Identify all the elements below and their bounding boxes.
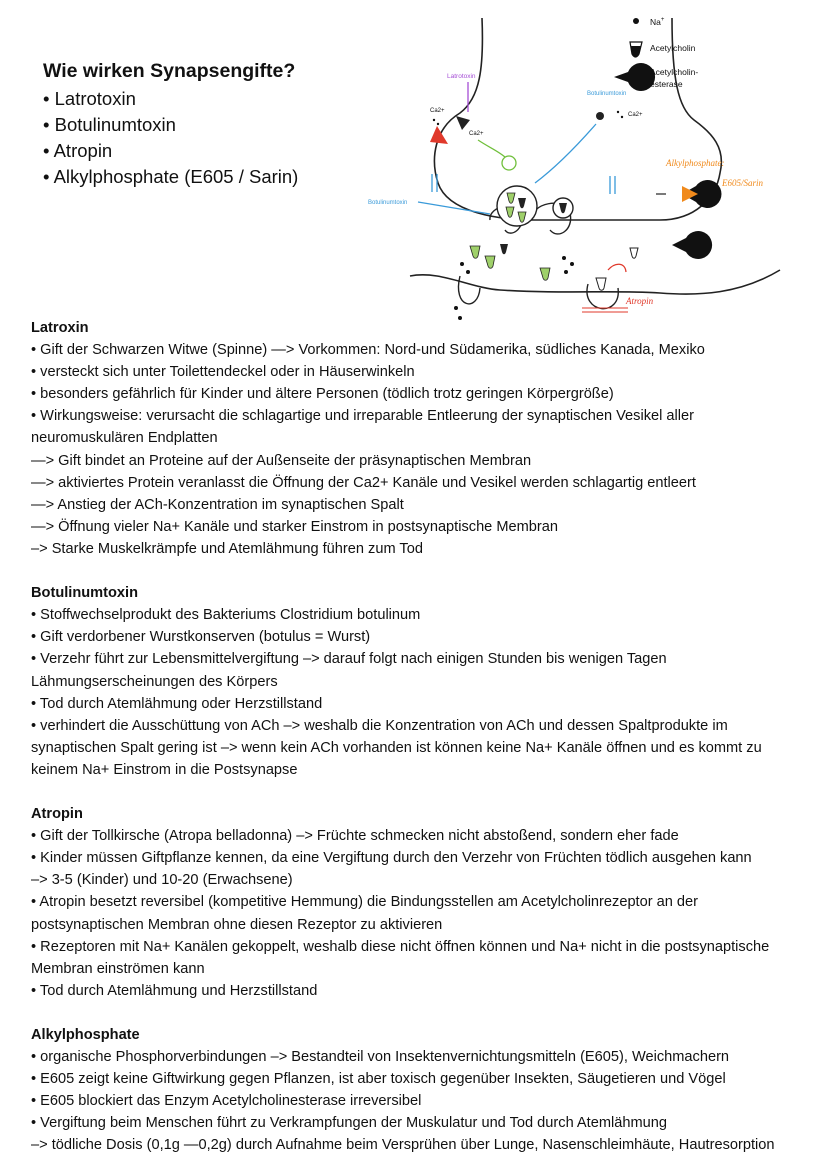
text-line: • Verzehr führt zur Lebensmittelvergiftung –> darauf folgt nach einigen Stunden bis wenigen Tagen [31, 651, 667, 668]
intro-item-botulinumtoxin: • Botulinumtoxin [43, 114, 176, 135]
text-line: Membran einströmen kann [31, 960, 205, 977]
text-line: —> aktiviertes Protein veranlasst die Öffnung der Ca2+ Kanäle und Vesikel werden schlagartig entleert [31, 474, 696, 491]
text-line: • verhindert die Ausschüttung von ACh –> weshalb die Konzentration von ACh und dessen Spaltprodukte im [31, 717, 728, 734]
text-line: keinem Na+ Einstrom in die Postsynapse [31, 761, 298, 778]
ca-channel-red-icon [430, 126, 448, 144]
ach-released [540, 268, 550, 280]
ca-label-left: Ca2+ [430, 108, 445, 114]
postsynaptic-membrane [410, 270, 780, 294]
text-line: —> Öffnung vieler Na+ Kanäle und starker Einstrom in postsynaptische Membran [31, 518, 558, 535]
text-line: —> Gift bindet an Proteine auf der Außenseite der präsynaptischen Membran [31, 452, 532, 469]
botulinum-top-icon [596, 112, 604, 120]
sodium-legend-label: Na+ [650, 17, 665, 27]
text-line: postsynaptischen Membran ohne diesen Rezeptor zu aktivieren [31, 916, 443, 933]
text-line: • besonders gefährlich für Kinder und ältere Personen (tödlich trotz geringen Körpergröße) [31, 386, 614, 403]
alkyl-label: Alkylphosphate: [666, 158, 725, 168]
section-heading: Alkylphosphate [31, 1027, 140, 1043]
section-latroxin [31, 317, 821, 560]
botulinum-side-label: Botulinumtoxin [368, 200, 408, 206]
text-line: –> tödliche Dosis (0,1g —0,2g) durch Aufnahme beim Versprühen über Lunge, Nasenschleimhäute, Hautresorption [31, 1137, 775, 1154]
text-line: Lähmungserscheinungen des Körpers [31, 673, 278, 690]
postsynaptic-fold-left [458, 276, 480, 304]
intro-item-latrotoxin: • Latrotoxin [43, 88, 136, 109]
e605-label: E605/Sarin [722, 178, 764, 188]
text-line: • Gift der Schwarzen Witwe (Spinne) —> Vorkommen: Nord-und Südamerika, südliches Kanada, Mexiko [31, 342, 705, 359]
esterase-icon [672, 231, 712, 259]
vesicle-green [502, 156, 516, 170]
section-botulinumtoxin [31, 582, 821, 781]
section-heading: Latroxin [31, 320, 89, 336]
text-line: • E605 zeigt keine Giftwirkung gegen Pflanzen, ist aber toxisch gegenüber Insekten, Säugetieren und Vögel [31, 1071, 726, 1088]
esterase-legend-label-2: esterase [650, 79, 683, 89]
ach-released [485, 256, 495, 268]
text-line: • organische Phosphorverbindungen –> Bestandteil von Insektenvernichtungsmitteln (E605), Weichmachern [31, 1049, 730, 1066]
latrotoxin-effect-arrow [478, 140, 506, 158]
text-line: • E605 blockiert das Enzym Acetylcholinesterase irreversibel [31, 1093, 422, 1110]
section-atropin [31, 803, 821, 1002]
ach-molecule [630, 248, 638, 258]
text-line: • Kinder müssen Giftpflanze kennen, da eine Vergiftung durch den Verzehr von Früchten tödlich ausgehen kann [31, 850, 752, 867]
text-line: • Rezeptoren mit Na+ Kanälen gekoppelt, weshalb diese nicht öffnen können und Na+ nicht in die postsynaptische [31, 938, 770, 955]
channel-pair-right [610, 176, 615, 194]
text-line: synaptischen Spalt gering ist –> wenn kein ACh vorhanden ist können keine Na+ Kanäle öffnen und es kommt zu [31, 739, 762, 756]
sodium-ion [564, 270, 568, 274]
ach-released [500, 244, 508, 254]
esterase-legend-label-1: Acetylcholin- [650, 67, 699, 77]
synapse-diagram [360, 8, 820, 328]
botulinum-top-label: Botulinumtoxin [587, 91, 627, 97]
sodium-ion [454, 306, 458, 310]
text-line: neuromuskulären Endplatten [31, 430, 218, 447]
page-title: Wie wirken Synapsengifte? [43, 60, 296, 82]
text-line: —> Anstieg der ACh-Konzentration im synaptischen Spalt [31, 496, 404, 513]
text-line: • Gift verdorbener Wurstkonserven (botulus = Wurst) [31, 629, 371, 646]
text-line: • Vergiftung beim Menschen führt zu Verkrampfungen der Muskulatur und Tod durch Atemlähmung [31, 1115, 667, 1132]
atropin-receptor-icon [596, 278, 606, 290]
ach-released [470, 246, 480, 258]
sodium-ion [570, 262, 574, 266]
atropin-label: Atropin [626, 296, 654, 306]
text-line: –> Starke Muskelkrämpfe und Atemlähmung führen zum Tod [31, 540, 423, 557]
esterase-legend-icon [614, 63, 655, 91]
text-line: • Wirkungsweise: verursacht die schlagartige und irreparable Entleerung der synaptischen Vesikel aller [31, 408, 694, 425]
sodium-ion [466, 270, 470, 274]
intro-list [43, 86, 298, 190]
botulinum-top-arrow [535, 124, 596, 183]
atropin-arrow [608, 264, 626, 272]
body-text [31, 317, 821, 1157]
section-heading: Botulinumtoxin [31, 585, 139, 602]
ca-dot [433, 119, 435, 121]
text-line: • Gift der Tollkirsche (Atropa belladonna) –> Früchte schmecken nicht abstoßend, sondern eher fade [31, 828, 679, 845]
latrotoxin-icon [456, 116, 470, 130]
sodium-legend-dot [633, 18, 639, 24]
ca-label-right: Ca2+ [628, 112, 643, 118]
intro-item-alkylphosphate: • Alkylphosphate (E605 / Sarin) [43, 166, 299, 187]
ca-dot [617, 111, 619, 113]
section-heading: Atropin [31, 806, 83, 823]
ca-dot [621, 116, 623, 118]
sodium-ion [562, 256, 566, 260]
text-line: –> 3-5 (Kinder) und 10-20 (Erwachsene) [31, 872, 293, 889]
ca-label-left-2: Ca2+ [469, 131, 484, 137]
botulinum-side-arrow [418, 202, 490, 214]
text-line: • Tod durch Atemlähmung oder Herzstillstand [31, 695, 323, 712]
text-line: • Tod durch Atemlähmung und Herzstillstand [31, 982, 318, 999]
section-alkylphosphate [31, 1024, 821, 1157]
ca-dot [437, 123, 439, 125]
intro-item-atropin: • Atropin [43, 140, 113, 161]
vesicle [497, 186, 537, 226]
text-line: • Atropin besetzt reversibel (kompetitive Hemmung) die Bindungsstellen am Acetylcholinrezeptor an der [31, 894, 699, 911]
latrotoxin-label: Latrotoxin [447, 73, 476, 80]
text-line: • Stoffwechselprodukt des Bakteriums Clostridium botulinum [31, 607, 421, 624]
text-line: • versteckt sich unter Toilettendeckel oder in Häuserwinkeln [31, 364, 415, 381]
acetylcholine-legend-label: Acetylcholin [650, 43, 696, 53]
sodium-ion [460, 262, 464, 266]
